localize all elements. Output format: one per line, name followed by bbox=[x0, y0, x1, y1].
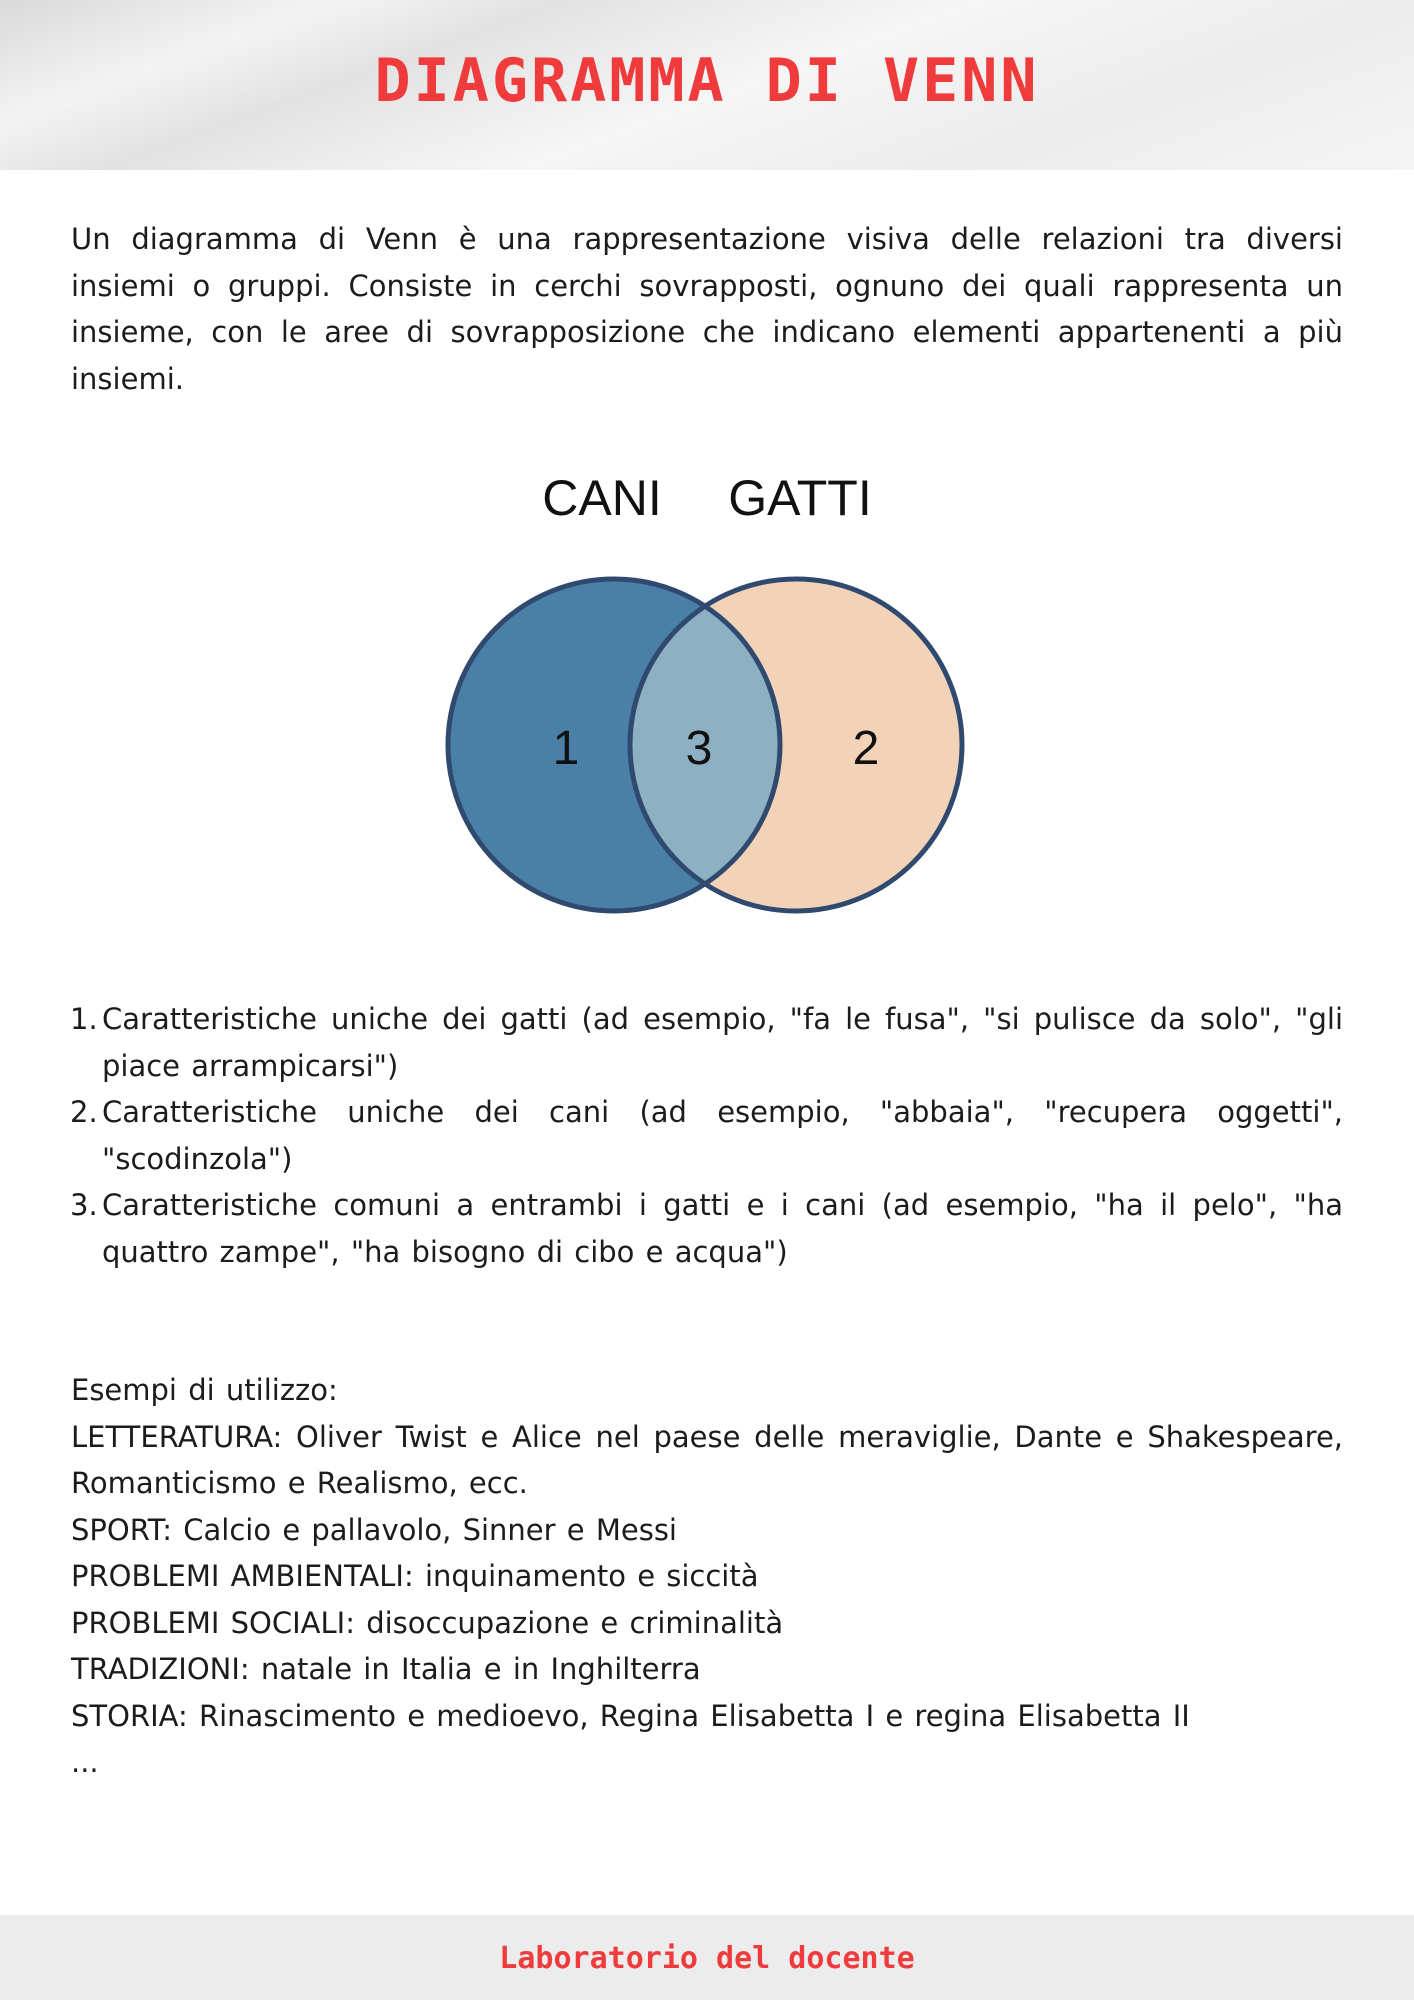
footer-text: Laboratorio del docente bbox=[499, 1941, 915, 1976]
example-letteratura: LETTERATURA: Oliver Twist e Alice nel paese delle meraviglie, Dante e Shakespeare, Romanticismo e Realismo, ecc. bbox=[71, 1419, 1343, 1500]
examples-section bbox=[71, 1367, 1343, 1786]
example-storia: STORIA: Rinascimento e medioevo, Regina Elisabetta I e regina Elisabetta II bbox=[71, 1698, 1190, 1733]
list-text: Caratteristiche uniche dei gatti (ad esempio, "fa le fusa", "si pulisce da solo", "gli piace arrampicarsi") bbox=[102, 1002, 1343, 1083]
region-label-3: 3 bbox=[685, 722, 713, 775]
venn-diagram bbox=[0, 470, 1414, 930]
page-title: DIAGRAMMA DI VENN bbox=[374, 46, 1040, 116]
example-problemi-sociali: PROBLEMI SOCIALI: disoccupazione e criminalità bbox=[71, 1605, 784, 1640]
examples-heading: Esempi di utilizzo: bbox=[71, 1373, 338, 1407]
example-problemi-ambientali: PROBLEMI AMBIENTALI: inquinamento e siccità bbox=[71, 1559, 759, 1593]
list-number: 1. bbox=[70, 1002, 98, 1036]
list-number: 2. bbox=[70, 1095, 98, 1129]
set-label-cani: CANI bbox=[542, 470, 662, 526]
region-label-2: 2 bbox=[852, 722, 880, 775]
header-banner bbox=[0, 0, 1414, 170]
footer-bar bbox=[0, 1915, 1414, 2000]
list-text: Caratteristiche comuni a entrambi i gatti e i cani (ad esempio, "ha il pelo", "ha quattro zampe", "ha bisogno di cibo e acqua") bbox=[102, 1188, 1343, 1269]
list-item bbox=[70, 1089, 1343, 1182]
example-tradizioni: TRADIZIONI: natale in Italia e in Inghilterra bbox=[71, 1652, 701, 1686]
region-label-1: 1 bbox=[552, 722, 580, 775]
region-list bbox=[70, 996, 1343, 1275]
set-label-gatti: GATTI bbox=[728, 470, 872, 526]
list-number: 3. bbox=[70, 1188, 98, 1222]
intro-paragraph: Un diagramma di Venn è una rappresentazione visiva delle relazioni tra diversi insiemi o gruppi. Consiste in cerchi sovrapposti, ognuno dei quali rappresenta un insieme, con le aree di sovrapposizione che indicano elementi appartenenti a più insiemi. bbox=[71, 222, 1343, 396]
example-sport: SPORT: Calcio e pallavolo, Sinner e Messi bbox=[71, 1512, 677, 1547]
list-item bbox=[70, 1182, 1343, 1275]
list-item bbox=[70, 996, 1343, 1089]
examples-ellipsis: ... bbox=[71, 1745, 99, 1779]
list-text: Caratteristiche uniche dei cani (ad esempio, "abbaia", "recupera oggetti", "scodinzola") bbox=[102, 1095, 1343, 1176]
